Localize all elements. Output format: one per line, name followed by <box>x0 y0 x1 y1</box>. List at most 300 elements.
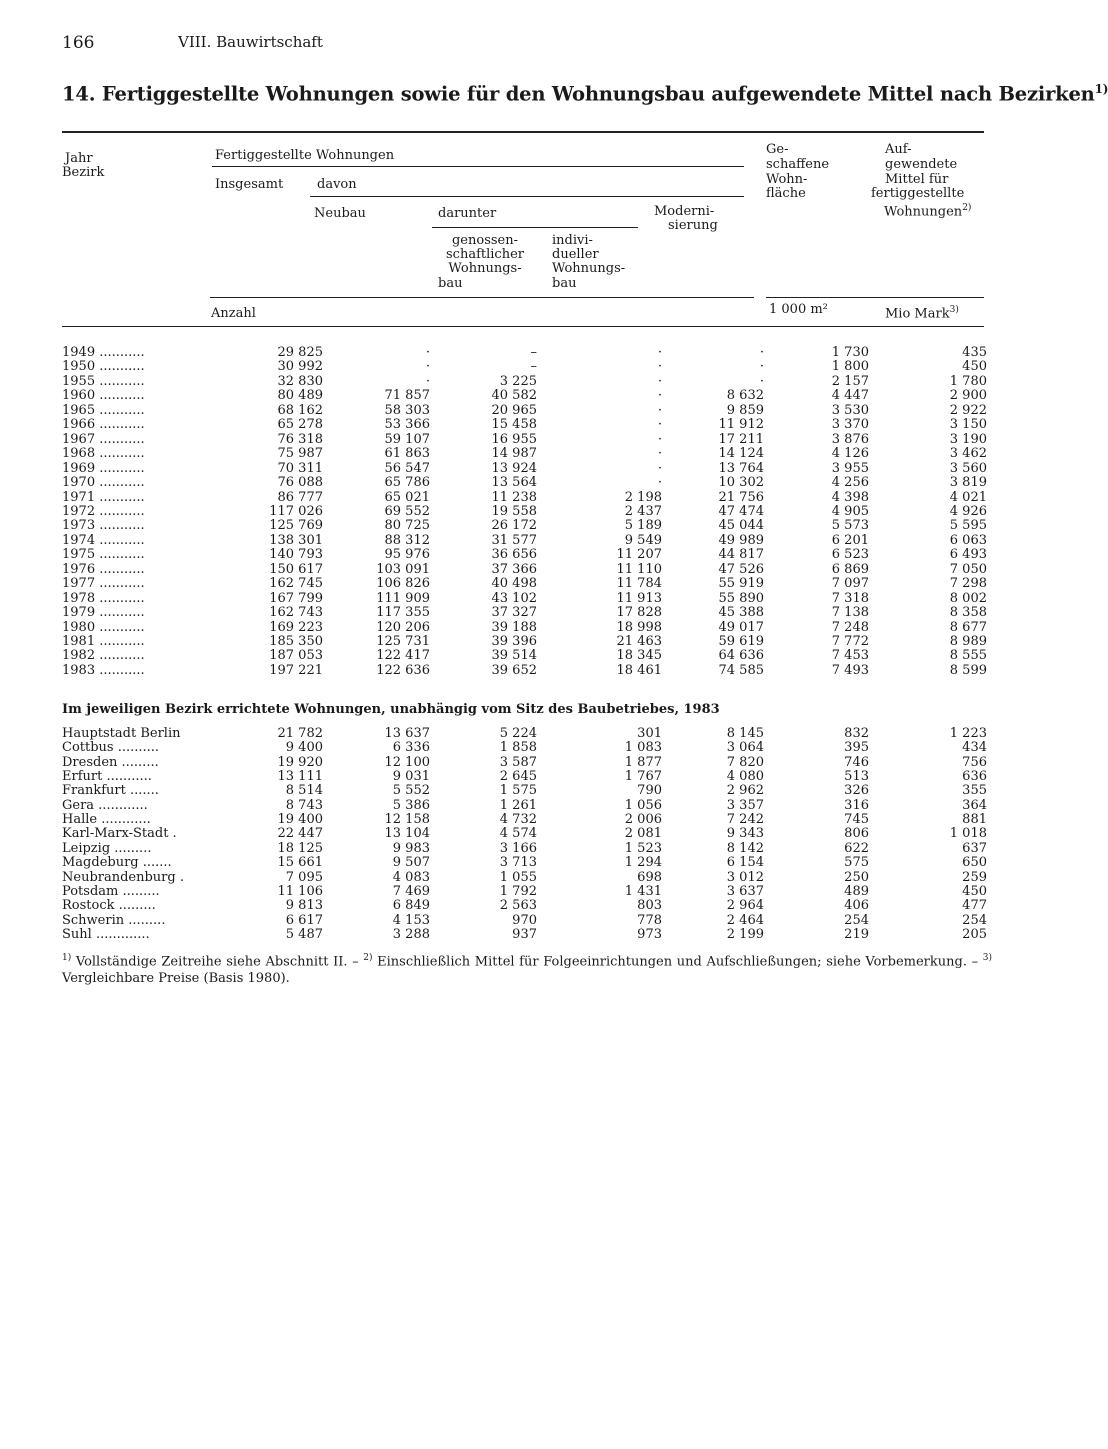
table-row <box>62 606 992 620</box>
row-label: 1955 ........... <box>62 373 145 389</box>
header-ges-1: Ge- <box>766 142 789 157</box>
row-label: 1981 ........... <box>62 634 145 649</box>
cell-c4: 973 <box>637 926 662 942</box>
table-row <box>62 491 992 505</box>
header-auf-5-text: Wohnungen <box>884 204 963 220</box>
footnote-1-text: Vollständige Zeitreihe siehe Abschnitt II. – <box>71 954 364 970</box>
row-label: 1949 ........... <box>62 345 145 360</box>
cell-c5: 2 962 <box>726 783 764 799</box>
cell-c2: 59 107 <box>384 431 430 447</box>
cell-c3: 13 924 <box>491 460 537 476</box>
cell-c3: 1 055 <box>499 869 537 885</box>
cell-c6: 3 370 <box>831 417 869 433</box>
cell-c6: 6 869 <box>831 561 869 577</box>
cell-c4: 1 431 <box>624 883 662 899</box>
cell-c6: 1 730 <box>831 345 869 360</box>
cell-c7: 3 150 <box>949 417 987 433</box>
row-label: 1966 ........... <box>62 417 145 433</box>
header-auf-5-sup: 2) <box>962 203 972 213</box>
cell-c1: 162 743 <box>269 605 323 621</box>
table-row <box>62 462 992 476</box>
cell-c4: 1 083 <box>624 740 662 756</box>
cell-c7: 5 595 <box>949 518 987 534</box>
row-label: 1972 ........... <box>62 503 145 519</box>
cell-c4: 790 <box>637 783 662 799</box>
cell-c7: 450 <box>962 359 987 375</box>
cell-c1: 18 125 <box>277 840 323 856</box>
footnote-3-ref: 3) <box>982 953 992 963</box>
header-neubau: Neubau <box>314 206 366 221</box>
cell-c6: 4 126 <box>831 446 869 462</box>
cell-c1: 125 769 <box>269 518 323 534</box>
cell-c6: 316 <box>844 797 869 813</box>
cell-c4: 2 081 <box>624 826 662 842</box>
unit-mark <box>885 303 959 321</box>
cell-c3: 16 955 <box>491 431 537 447</box>
cell-c5: 17 211 <box>718 431 764 447</box>
cell-c5: 6 154 <box>726 855 764 871</box>
cell-c2: 111 909 <box>376 590 430 606</box>
cell-c7: 756 <box>962 754 987 770</box>
cell-c1: 9 400 <box>285 740 323 756</box>
cell-c2: 95 976 <box>384 547 430 563</box>
header-auf-5 <box>884 201 971 219</box>
table-row <box>62 649 992 663</box>
row-label: 1971 ........... <box>62 489 145 505</box>
cell-c5: 4 080 <box>726 769 764 785</box>
table-row <box>62 346 992 360</box>
cell-c3: 11 238 <box>491 489 537 505</box>
cell-c6: 250 <box>844 869 869 885</box>
cell-c1: 75 987 <box>277 446 323 462</box>
cell-c3: 36 656 <box>491 547 537 563</box>
cell-c1: 169 223 <box>269 619 323 635</box>
cell-c5: 8 142 <box>726 840 764 856</box>
cell-c7: 636 <box>962 769 987 785</box>
cell-c2: 65 021 <box>384 489 430 505</box>
cell-c2: 103 091 <box>376 561 430 577</box>
header-ind-4: bau <box>552 276 577 291</box>
table-row <box>62 899 992 913</box>
header-darunter: darunter <box>438 206 497 221</box>
cell-c7: 355 <box>962 783 987 799</box>
row-label: 1983 ........... <box>62 662 145 678</box>
header-ind-2: dueller <box>552 247 599 262</box>
row-label: Hauptstadt Berlin <box>62 726 181 741</box>
cell-c2: 120 206 <box>376 619 430 635</box>
cell-c1: 29 825 <box>277 345 323 360</box>
cell-c7: 6 493 <box>949 547 987 563</box>
table-row <box>62 389 992 403</box>
header-rule-davon <box>310 196 744 197</box>
cell-c2: 53 366 <box>384 417 430 433</box>
cell-c5: 44 817 <box>718 547 764 563</box>
table-row <box>62 727 992 741</box>
cell-c3: 937 <box>512 926 537 942</box>
header-auf-3: Mittel für <box>885 172 949 187</box>
cell-c1: 150 617 <box>269 561 323 577</box>
cell-c7: 637 <box>962 840 987 856</box>
cell-c3: – <box>530 359 537 375</box>
cell-c6: 4 905 <box>831 503 869 519</box>
table-row <box>62 534 992 548</box>
cell-c1: 8 514 <box>285 783 323 799</box>
cell-c7: 4 926 <box>949 503 987 519</box>
cell-c4: · <box>657 417 662 433</box>
cell-c5: 49 017 <box>718 619 764 635</box>
cell-c6: 3 530 <box>831 402 869 418</box>
cell-c7: 259 <box>962 869 987 885</box>
header-gen-4: bau <box>438 276 463 291</box>
cell-c4: 9 549 <box>624 532 662 548</box>
row-label: Neubrandenburg . <box>62 869 184 885</box>
cell-c7: 205 <box>962 926 987 942</box>
cell-c7: 3 560 <box>949 460 987 476</box>
cell-c4: 18 461 <box>616 662 662 678</box>
row-label: 1960 ........... <box>62 388 145 404</box>
cell-c3: 1 261 <box>499 797 537 813</box>
header-modern-2: sierung <box>668 218 718 233</box>
cell-c5: 21 756 <box>718 489 764 505</box>
cell-c3: 1 858 <box>499 740 537 756</box>
cell-c3: 3 225 <box>499 373 537 389</box>
cell-c3: 13 564 <box>491 475 537 491</box>
cell-c5: 45 044 <box>718 518 764 534</box>
cell-c6: 4 398 <box>831 489 869 505</box>
cell-c1: 9 813 <box>285 898 323 914</box>
cell-c6: 7 318 <box>831 590 869 606</box>
cell-c3: 39 396 <box>491 634 537 649</box>
cell-c3: 19 558 <box>491 503 537 519</box>
row-label: 1965 ........... <box>62 402 145 418</box>
cell-c2: 12 100 <box>384 754 430 770</box>
cell-c5: 8 632 <box>726 388 764 404</box>
cell-c2: 6 849 <box>392 898 430 914</box>
table-row <box>62 433 992 447</box>
cell-c3: 970 <box>512 912 537 928</box>
row-label: Gera ............ <box>62 797 148 813</box>
cell-c3: 4 574 <box>499 826 537 842</box>
table-row <box>62 770 992 784</box>
cell-c7: 8 358 <box>949 605 987 621</box>
cell-c5: 47 526 <box>718 561 764 577</box>
cell-c4: 778 <box>637 912 662 928</box>
cell-c6: 806 <box>844 826 869 842</box>
cell-c3: 3 587 <box>499 754 537 770</box>
header-gen-2: schaftlicher <box>446 247 524 262</box>
cell-c3: 37 327 <box>491 605 537 621</box>
cell-c5: 55 890 <box>718 590 764 606</box>
table-row <box>62 577 992 591</box>
cell-c4: 803 <box>637 898 662 914</box>
cell-c6: 575 <box>844 855 869 871</box>
header-insgesamt: Insgesamt <box>215 177 284 192</box>
footnote-1-ref: 1) <box>62 953 72 963</box>
header-auf-4: fertiggestellte <box>871 186 965 201</box>
cell-c2: 13 104 <box>384 826 430 842</box>
cell-c4: 1 056 <box>624 797 662 813</box>
row-label: Potsdam ......... <box>62 883 160 899</box>
cell-c3: 4 732 <box>499 812 537 828</box>
header-davon: davon <box>317 177 357 192</box>
cell-c7: 4 021 <box>949 489 987 505</box>
row-label: 1970 ........... <box>62 475 145 491</box>
cell-c4: 11 110 <box>616 561 662 577</box>
cell-c4: 5 189 <box>624 518 662 534</box>
cell-c1: 80 489 <box>277 388 323 404</box>
cell-c2: 9 507 <box>392 855 430 871</box>
cell-c5: 55 919 <box>718 576 764 592</box>
cell-c1: 185 350 <box>269 634 323 649</box>
cell-c1: 21 782 <box>277 726 323 741</box>
cell-c5: · <box>759 373 764 389</box>
cell-c4: · <box>657 402 662 418</box>
title-footnote-ref: 1) <box>1094 82 1108 96</box>
cell-c4: 11 913 <box>616 590 662 606</box>
cell-c4: 2 198 <box>624 489 662 505</box>
cell-c2: · <box>425 359 430 375</box>
cell-c6: 489 <box>844 883 869 899</box>
cell-c6: 406 <box>844 898 869 914</box>
cell-c6: 622 <box>844 840 869 856</box>
cell-c1: 30 992 <box>277 359 323 375</box>
cell-c7: 3 819 <box>949 475 987 491</box>
cell-c2: 69 552 <box>384 503 430 519</box>
cell-c6: 7 772 <box>831 634 869 649</box>
cell-c7: 8 677 <box>949 619 987 635</box>
cell-c4: 2 006 <box>624 812 662 828</box>
cell-c7: 254 <box>962 912 987 928</box>
footnotes <box>62 950 992 987</box>
cell-c3: 15 458 <box>491 417 537 433</box>
cell-c2: 125 731 <box>376 634 430 649</box>
cell-c7: 477 <box>962 898 987 914</box>
header-bottom-rule <box>62 326 984 327</box>
table-row <box>62 784 992 798</box>
cell-c2: 9 031 <box>392 769 430 785</box>
cell-c4: 1 877 <box>624 754 662 770</box>
cell-c1: 5 487 <box>285 926 323 942</box>
cell-c2: 61 863 <box>384 446 430 462</box>
cell-c6: 326 <box>844 783 869 799</box>
cell-c5: 2 464 <box>726 912 764 928</box>
cell-c1: 140 793 <box>269 547 323 563</box>
header-modern-1: Moderni- <box>654 204 715 219</box>
table-row <box>62 871 992 885</box>
cell-c6: 513 <box>844 769 869 785</box>
cell-c5: 49 989 <box>718 532 764 548</box>
cell-c1: 197 221 <box>269 662 323 678</box>
header-gen-3: Wohnungs- <box>448 261 522 276</box>
cell-c6: 7 097 <box>831 576 869 592</box>
cell-c5: 59 619 <box>718 634 764 649</box>
cell-c2: 71 857 <box>384 388 430 404</box>
row-label: 1982 ........... <box>62 648 145 664</box>
table-row <box>62 519 992 533</box>
cell-c5: 47 474 <box>718 503 764 519</box>
cell-c3: 31 577 <box>491 532 537 548</box>
cell-c7: 7 050 <box>949 561 987 577</box>
cell-c4: 1 294 <box>624 855 662 871</box>
cell-c2: 5 552 <box>392 783 430 799</box>
cell-c7: 450 <box>962 883 987 899</box>
row-label: 1967 ........... <box>62 431 145 447</box>
table-row <box>62 799 992 813</box>
table-row <box>62 842 992 856</box>
cell-c5: 45 388 <box>718 605 764 621</box>
row-label: Dresden ......... <box>62 754 159 770</box>
section-header: VIII. Bauwirtschaft <box>178 33 323 51</box>
cell-c5: 7 242 <box>726 812 764 828</box>
cell-c5: 2 199 <box>726 926 764 942</box>
cell-c1: 162 745 <box>269 576 323 592</box>
cell-c5: 9 343 <box>726 826 764 842</box>
cell-c4: 11 784 <box>616 576 662 592</box>
header-auf-1: Auf- <box>885 142 912 157</box>
header-rule-darunter <box>432 227 638 228</box>
cell-c5: 3 637 <box>726 883 764 899</box>
cell-c6: 7 248 <box>831 619 869 635</box>
cell-c4: 17 828 <box>616 605 662 621</box>
cell-c2: 117 355 <box>376 605 430 621</box>
header-fertig: Fertiggestellte Wohnungen <box>215 148 395 163</box>
cell-c6: 395 <box>844 740 869 756</box>
table-row <box>62 885 992 899</box>
cell-c7: 8 555 <box>949 648 987 664</box>
table-row <box>62 404 992 418</box>
header-ges-2: schaffene <box>766 157 830 172</box>
cell-c2: 122 417 <box>376 648 430 664</box>
cell-c1: 7 095 <box>285 869 323 885</box>
table-row <box>62 914 992 928</box>
cell-c1: 187 053 <box>269 648 323 664</box>
cell-c1: 32 830 <box>277 373 323 389</box>
cell-c2: 5 386 <box>392 797 430 813</box>
cell-c5: 7 820 <box>726 754 764 770</box>
cell-c4: · <box>657 388 662 404</box>
table-row <box>62 664 992 678</box>
cell-c2: 122 636 <box>376 662 430 678</box>
cell-c4: · <box>657 475 662 491</box>
cell-c3: 39 514 <box>491 648 537 664</box>
cell-c3: 2 645 <box>499 769 537 785</box>
cell-c3: 3 713 <box>499 855 537 871</box>
cell-c2: 65 786 <box>384 475 430 491</box>
cell-c6: 745 <box>844 812 869 828</box>
footnote-3-text: Vergleichbare Preise (Basis 1980). <box>62 971 290 987</box>
header-bezirk: Bezirk <box>62 165 105 180</box>
cell-c1: 19 920 <box>277 754 323 770</box>
cell-c1: 65 278 <box>277 417 323 433</box>
row-label: Erfurt ........... <box>62 769 152 785</box>
cell-c2: 13 637 <box>384 726 430 741</box>
table-row <box>62 928 992 942</box>
cell-c1: 15 661 <box>277 855 323 871</box>
cell-c7: 2 922 <box>949 402 987 418</box>
row-label: 1973 ........... <box>62 518 145 534</box>
cell-c4: 11 207 <box>616 547 662 563</box>
cell-c1: 76 318 <box>277 431 323 447</box>
cell-c7: 1 223 <box>949 726 987 741</box>
cell-c2: 3 288 <box>392 926 430 942</box>
cell-c3: 40 498 <box>491 576 537 592</box>
table-row <box>62 360 992 374</box>
cell-c1: 138 301 <box>269 532 323 548</box>
cell-c1: 6 617 <box>285 912 323 928</box>
cell-c7: 364 <box>962 797 987 813</box>
cell-c2: 6 336 <box>392 740 430 756</box>
table-row <box>62 592 992 606</box>
cell-c1: 86 777 <box>277 489 323 505</box>
row-label: 1975 ........... <box>62 547 145 563</box>
section2-title: Im jeweiligen Bezirk errichtete Wohnungen, unabhängig vom Sitz des Baubetriebes, 1983 <box>62 702 720 717</box>
row-label: 1968 ........... <box>62 446 145 462</box>
row-label: 1974 ........... <box>62 532 145 548</box>
row-label: 1978 ........... <box>62 590 145 606</box>
cell-c3: 26 172 <box>491 518 537 534</box>
row-label: Karl-Marx-Stadt . <box>62 826 177 842</box>
row-label: Magdeburg ....... <box>62 855 172 871</box>
cell-c1: 117 026 <box>269 503 323 519</box>
cell-c3: 39 652 <box>491 662 537 678</box>
unit-mark-text: Mio Mark <box>885 306 950 322</box>
cell-c5: 10 302 <box>718 475 764 491</box>
cell-c4: · <box>657 373 662 389</box>
row-label: Frankfurt ....... <box>62 783 159 799</box>
cell-c1: 13 111 <box>277 769 323 785</box>
cell-c3: 1 792 <box>499 883 537 899</box>
table-title <box>62 82 1108 106</box>
cell-c6: 832 <box>844 726 869 741</box>
table-row <box>62 505 992 519</box>
cell-c5: 13 764 <box>718 460 764 476</box>
cell-c6: 254 <box>844 912 869 928</box>
cell-c6: 2 157 <box>831 373 869 389</box>
row-label: 1976 ........... <box>62 561 145 577</box>
cell-c7: 8 989 <box>949 634 987 649</box>
cell-c4: 301 <box>637 726 662 741</box>
cell-c5: 3 357 <box>726 797 764 813</box>
cell-c7: 1 780 <box>949 373 987 389</box>
cell-c5: 11 912 <box>718 417 764 433</box>
header-gen-1: genossen- <box>451 233 518 248</box>
cell-c4: · <box>657 446 662 462</box>
cell-c7: 881 <box>962 812 987 828</box>
cell-c5: 64 636 <box>718 648 764 664</box>
unit-mark-sup: 3) <box>949 305 959 315</box>
cell-c1: 70 311 <box>277 460 323 476</box>
cell-c6: 3 955 <box>831 460 869 476</box>
table-row <box>62 447 992 461</box>
cell-c4: 18 998 <box>616 619 662 635</box>
header-ind-3: Wohnungs- <box>552 261 626 276</box>
header-ind-1: indivi- <box>552 233 593 248</box>
cell-c4: · <box>657 431 662 447</box>
cell-c7: 8 002 <box>949 590 987 606</box>
cell-c6: 1 800 <box>831 359 869 375</box>
table-row <box>62 827 992 841</box>
cell-c1: 19 400 <box>277 812 323 828</box>
cell-c5: 2 964 <box>726 898 764 914</box>
cell-c7: 2 900 <box>949 388 987 404</box>
cell-c5: 74 585 <box>718 662 764 678</box>
cell-c6: 6 201 <box>831 532 869 548</box>
cell-c3: 20 965 <box>491 402 537 418</box>
cell-c3: 39 188 <box>491 619 537 635</box>
cell-c2: 12 158 <box>384 812 430 828</box>
cell-c2: 7 469 <box>392 883 430 899</box>
unit-m2: 1 000 m² <box>769 302 828 317</box>
